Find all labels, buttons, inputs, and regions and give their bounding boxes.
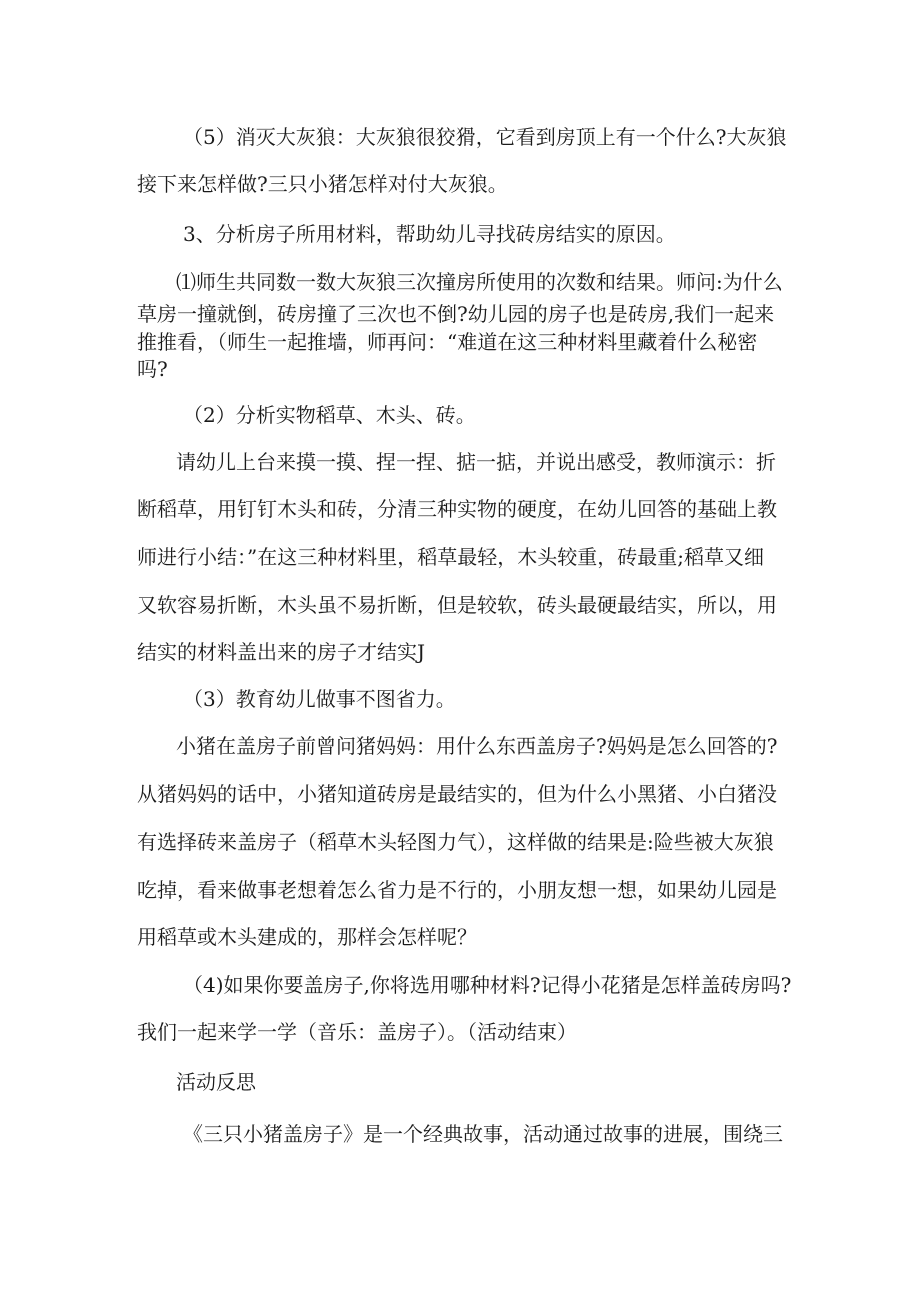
text-line: 请幼儿上台来摸一摸、捏一捏、掂一掂，并说出感受，教师演示：折	[176, 450, 776, 474]
text-line: （4)如果你要盖房子,你将选用哪种材料?记得小花猪是怎样盖砖房吗?	[183, 973, 792, 997]
item-2-title: （2）分析实物稻草、木头、砖。	[183, 403, 476, 427]
text-line: 断稻草，用钉钉木头和砖，分清三种实物的硬度，在幼儿回答的基础上教	[137, 497, 777, 521]
text-line: 又软容易折断，木头虽不易折断，但是较软，砖头最硬最结实，所以，用	[137, 593, 777, 617]
reflection-heading: 活动反思	[176, 1070, 256, 1094]
section-heading: 3、分析房子所用材料，帮助幼儿寻找砖房结实的原因。	[183, 222, 676, 246]
text-line: （5）消灭大灰狼：大灰狼很狡猾，它看到房顶上有一个什么?大灰狼	[183, 125, 787, 149]
item-3-title: （3）教育幼儿做事不图省力。	[183, 687, 456, 711]
text-line: 师进行小结：”在这三种材料里，稻草最轻，木头较重，砖最重;稻草又细	[137, 545, 764, 569]
text-line: 吃掉，看来做事老想着怎么省力是不行的，小朋友想一想，如果幼儿园是	[137, 878, 777, 902]
text-line: 推推看，（师生一起推墙，师再问：“难道在这三种材料里藏着什么秘密	[137, 330, 758, 354]
text-line: 结实的材料盖出来的房子才结实J	[137, 640, 426, 664]
text-line: 吗?	[137, 357, 168, 381]
text-line: 有选择砖来盖房子（稻草木头轻图力气），这样做的结果是:险些被大灰狼	[137, 830, 774, 854]
text-line: ⑴师生共同数一数大灰狼三次撞房所使用的次数和结果。师问:为什么	[176, 270, 783, 294]
text-line: 我们一起来学一学（音乐：盖房子）。（活动结束）	[137, 1020, 577, 1044]
text-line: 《三只小猪盖房子》是一个经典故事，活动通过故事的进展，围绕三	[183, 1122, 783, 1146]
text-line: 接下来怎样做?三只小猪怎样对付大灰狼。	[137, 172, 508, 196]
text-line: 从猪妈妈的话中，小猪知道砖房是最结实的，但为什么小黑猪、小白猪没	[137, 782, 777, 806]
text-line: 草房一撞就倒，砖房撞了三次也不倒?幼儿园的房子也是砖房,我们一起来	[137, 302, 775, 326]
text-line: 小猪在盖房子前曾问猪妈妈：用什么东西盖房子?妈妈是怎么回答的?	[176, 734, 778, 758]
text-line: 用稻草或木头建成的，那样会怎样呢？	[137, 925, 477, 949]
